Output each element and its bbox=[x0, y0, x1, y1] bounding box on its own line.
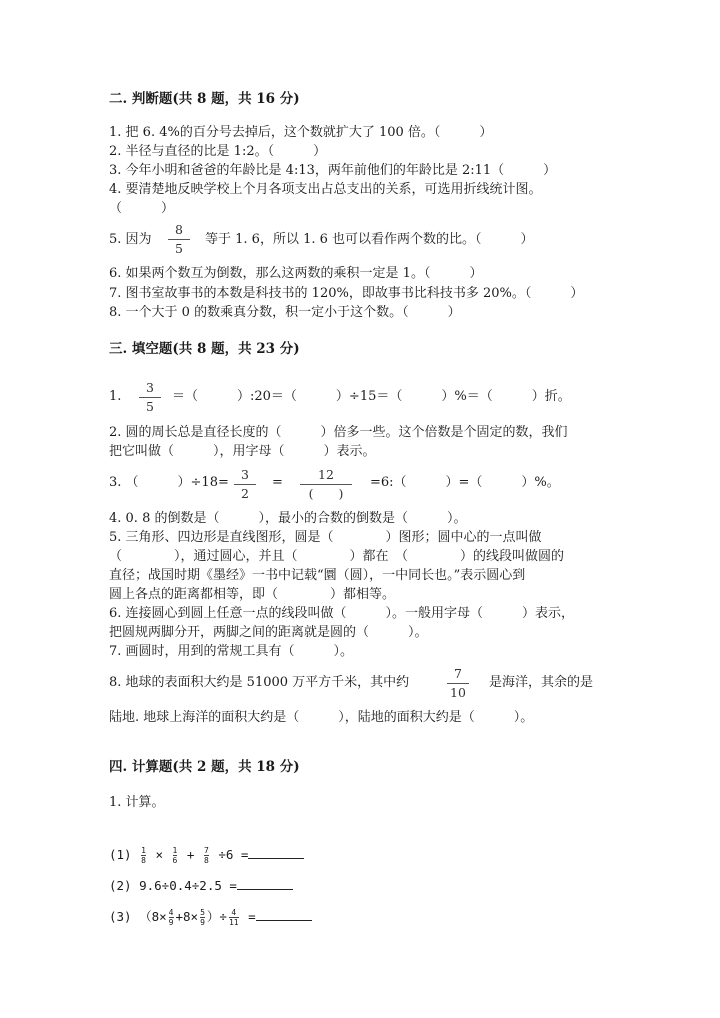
section2-title: 二. 判断题(共 8 题，共 16 分) bbox=[109, 91, 300, 107]
s3-q1-fraction bbox=[139, 380, 161, 415]
s3-question-5-line2: （ ），通过圆心，并且（ ）都在 （ ）的线段叫做圆的 bbox=[109, 549, 565, 564]
fraction-denominator: 2 bbox=[241, 486, 249, 501]
section4-title: 四. 计算题(共 2 题，共 18 分) bbox=[109, 759, 300, 775]
calc-1-label: (1) bbox=[109, 847, 132, 862]
answer-blank[interactable] bbox=[237, 877, 293, 890]
fraction-numerator: 4 bbox=[168, 908, 174, 917]
fraction-numerator: 8 bbox=[168, 222, 190, 240]
s3-question-1-suffix: ＝（ ）:20＝（ ）÷15＝（ ）%＝（ ）折。 bbox=[172, 389, 571, 404]
calc-2 bbox=[109, 877, 293, 895]
calc-1-tail: ÷6 = bbox=[218, 847, 249, 862]
s2-question-5-suffix: 等于 1. 6，所以 1. 6 也可以看作两个数的比。（ ） bbox=[205, 232, 534, 247]
fraction-denominator: 8 bbox=[141, 856, 146, 865]
s3-question-2-line2: 把它叫做（ ），用字母（ ）表示。 bbox=[109, 444, 376, 459]
fraction-denominator: 8 bbox=[203, 856, 209, 865]
fraction-numerator: 12 bbox=[300, 467, 352, 485]
s3-question-5-line4: 圆上各点的距离都相等，即（ ）都相等。 bbox=[109, 587, 396, 602]
calc-3-fraction-3 bbox=[229, 908, 239, 927]
s3-question-3-part2: =6:（ ）=（ ）%。 bbox=[370, 475, 560, 490]
s3-question-8-prefix: 8. 地球的表面积大约是 51000 万平方千米，其中约 bbox=[109, 675, 410, 690]
fraction-numerator: 3 bbox=[139, 380, 161, 398]
s2-question-4-line2: （ ） bbox=[109, 201, 175, 216]
calc-3-tail: = bbox=[248, 909, 256, 924]
s3-q8-fraction bbox=[447, 666, 469, 701]
s3-question-6-line2: 把圆规两脚分开，两脚之间的距离就是圆的（ ）。 bbox=[109, 625, 428, 640]
fraction-denominator: 5 bbox=[175, 241, 183, 256]
fraction-numerator: 5 bbox=[200, 908, 205, 917]
calc-2-text: (2) 9.6÷0.4÷2.5 = bbox=[109, 878, 237, 893]
s3-question-5-line3: 直径；战国时期《墨经》一书中记载“圜（圆），一中同长也。”表示圆心到 bbox=[109, 568, 526, 583]
s2-q5-fraction bbox=[168, 222, 190, 257]
answer-blank[interactable] bbox=[248, 846, 304, 859]
s2-question-8: 8. 一个大于 0 的数乘真分数，积一定小于这个数。（ ） bbox=[109, 305, 461, 320]
fraction-numerator: 3 bbox=[234, 467, 256, 485]
fraction-denominator: 11 bbox=[228, 918, 239, 927]
fraction-numerator: 7 bbox=[203, 846, 209, 855]
calc-3-fraction-1 bbox=[169, 908, 174, 927]
calc-3-close: ）÷ bbox=[206, 909, 227, 924]
fraction-denominator: 5 bbox=[146, 399, 154, 414]
s3-question-4: 4. 0. 8 的倒数是（ ），最小的合数的倒数是（ ）。 bbox=[109, 511, 467, 526]
s3-q3-fraction-2 bbox=[300, 467, 352, 502]
s2-question-7: 7. 图书室故事书的本数是科技书的 120%，即故事书比科技书多 20%。（ ） bbox=[109, 286, 584, 301]
s3-q3-equals: = bbox=[272, 475, 283, 490]
calc-1-fraction-1 bbox=[141, 846, 146, 865]
calc-1 bbox=[109, 846, 304, 865]
fraction-denominator: 9 bbox=[200, 918, 205, 927]
s3-question-7: 7. 画圆时，用到的常规工具有（ ）。 bbox=[109, 644, 354, 659]
fraction-denominator: ( ) bbox=[308, 486, 344, 501]
s3-question-3-part1: 3. （ ）÷18= bbox=[109, 475, 229, 490]
calc-1-fraction-3 bbox=[204, 846, 209, 865]
s2-question-4-line1: 4. 要清楚地反映学校上个月各项支出占总支出的关系，可选用折线统计图。 bbox=[109, 182, 542, 197]
s3-question-5-line1: 5. 三角形、四边形是直线图形，圆是（ ）图形；圆中心的一点叫做 bbox=[109, 530, 542, 545]
s4-question-1: 1. 计算。 bbox=[109, 795, 165, 810]
fraction-denominator: 10 bbox=[450, 685, 466, 700]
calc-3-fraction-2 bbox=[200, 908, 205, 927]
fraction-numerator: 1 bbox=[141, 846, 146, 855]
calc-3-label: (3) bbox=[109, 909, 132, 924]
fraction-denominator: 6 bbox=[172, 856, 178, 865]
calc-3-open: （8× bbox=[139, 909, 167, 924]
fraction-numerator: 7 bbox=[447, 666, 469, 684]
calc-3-mid: +8× bbox=[175, 909, 199, 924]
calc-1-op-2: + bbox=[186, 847, 195, 862]
fraction-denominator: 9 bbox=[168, 918, 174, 927]
fraction-numerator: 1 bbox=[172, 846, 178, 855]
s3-question-2-line1: 2. 圆的周长总是直径长度的（ ）倍多一些。这个倍数是个固定的数，我们 bbox=[109, 425, 568, 440]
s3-q3-fraction-1 bbox=[234, 467, 256, 502]
s3-question-1-prefix: 1. bbox=[109, 389, 122, 404]
s2-question-6: 6. 如果两个数互为倒数，那么这两数的乘积一定是 1。（ ） bbox=[109, 266, 483, 281]
s3-question-8-line2: 陆地. 地球上海洋的面积大约是（ ），陆地的面积大约是（ ）。 bbox=[109, 710, 534, 725]
s3-question-8-suffix: 是海洋，其余的是 bbox=[489, 675, 594, 690]
calc-1-op-1: × bbox=[155, 847, 163, 862]
s3-question-6-line1: 6. 连接圆心到圆上任意一点的线段叫做（ ）。一般用字母（ ）表示， bbox=[109, 606, 575, 621]
calc-3 bbox=[109, 908, 312, 927]
section3-title: 三. 填空题(共 8 题，共 23 分) bbox=[109, 341, 300, 357]
fraction-numerator: 4 bbox=[229, 908, 239, 918]
s2-question-2: 2. 半径与直径的比是 1:2。（ ） bbox=[109, 144, 327, 159]
calc-1-fraction-2 bbox=[173, 846, 178, 865]
s2-question-3: 3. 今年小明和爸爸的年龄比是 4:13，两年前他们的年龄比是 2:11（ ） bbox=[109, 163, 557, 178]
s2-question-5-prefix: 5. 因为 bbox=[109, 232, 152, 247]
answer-blank[interactable] bbox=[256, 908, 312, 921]
s2-question-1: 1. 把 6. 4%的百分号去掉后，这个数就扩大了 100 倍。（ ） bbox=[109, 125, 493, 140]
